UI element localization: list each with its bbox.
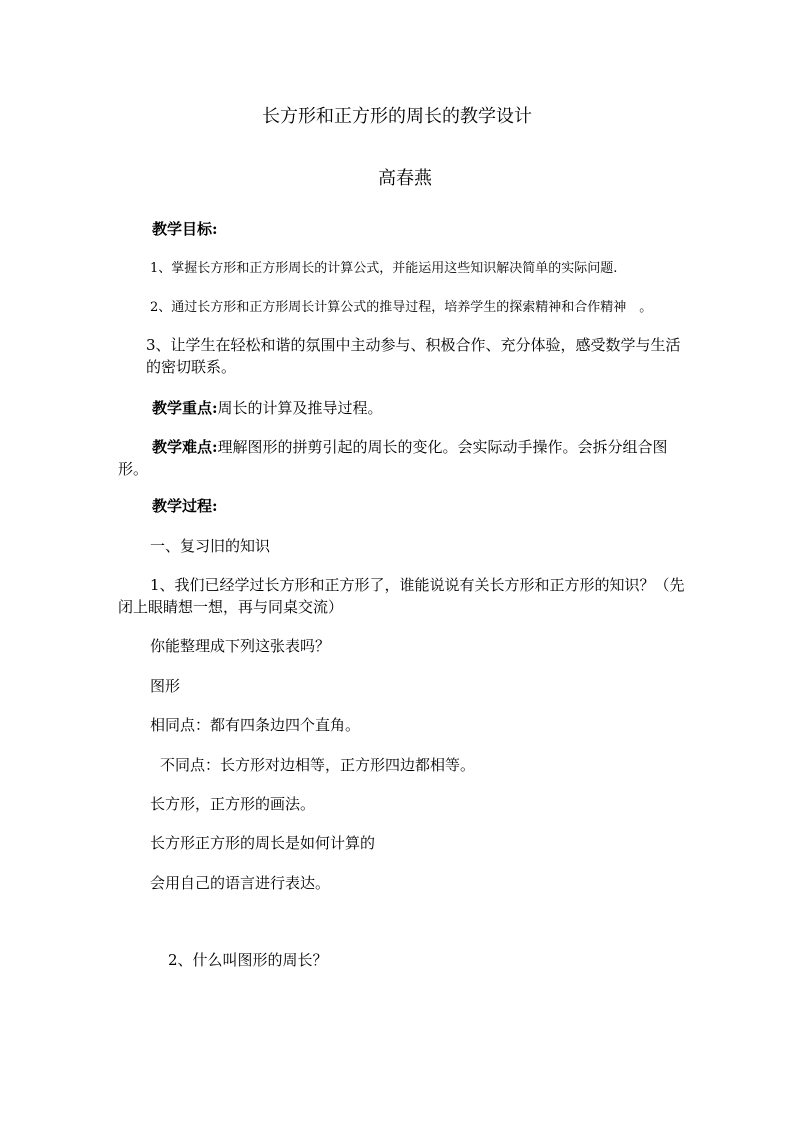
key-point-text: 周长的计算及推导过程。 xyxy=(217,399,383,417)
perimeter-calc-text: 长方形正方形的周长是如何计算的 xyxy=(150,834,376,852)
question-2: 2、什么叫图形的周长？ xyxy=(168,951,328,969)
difference-text: 不同点：长方形对边相等，正方形四边都相等。 xyxy=(160,756,476,774)
drawing-method-text: 长方形，正方形的画法。 xyxy=(150,795,316,813)
difficulty-point xyxy=(118,436,688,480)
difficulty-text: 理解图形的拼剪引起的周长的变化。会实际动手操作。会拆分组合图形。 xyxy=(118,438,668,478)
key-point xyxy=(152,397,383,419)
key-point-label: 教学重点: xyxy=(152,399,218,417)
similarity-text: 相同点：都有四条边四个直角。 xyxy=(150,716,361,734)
goal-1: 1、掌握长方形和正方形周长的计算公式，并能运用这些知识解决简单的实际问题. xyxy=(150,261,618,276)
document-title: 长方形和正方形的周长的教学设计 xyxy=(262,106,532,127)
difficulty-label: 教学难点: xyxy=(152,438,218,456)
shape-label: 图形 xyxy=(150,677,181,695)
goal-3: 3、让学生在轻松和谐的氛围中主动参与、积极合作、充分体验，感受数学与生活的密切联系。 xyxy=(146,336,681,376)
question-1: 1、我们已经学过长方形和正方形了，谁能说说有关长方形和正方形的知识？（先闭上眼睛想一想，再与同桌交流） xyxy=(118,576,685,616)
express-text: 会用自己的语言进行表达。 xyxy=(150,874,331,892)
author-name: 高春燕 xyxy=(378,168,432,189)
table-prompt: 你能整理成下列这张表吗？ xyxy=(150,637,331,655)
goal-2: 2、通过长方形和正方形周长计算公式的推导过程，培养学生的探索精神和合作精神 。 xyxy=(150,300,653,315)
process-heading: 教学过程: xyxy=(152,497,218,515)
section-1-heading: 一、复习旧的知识 xyxy=(150,537,271,555)
goals-heading: 教学目标: xyxy=(152,220,218,238)
